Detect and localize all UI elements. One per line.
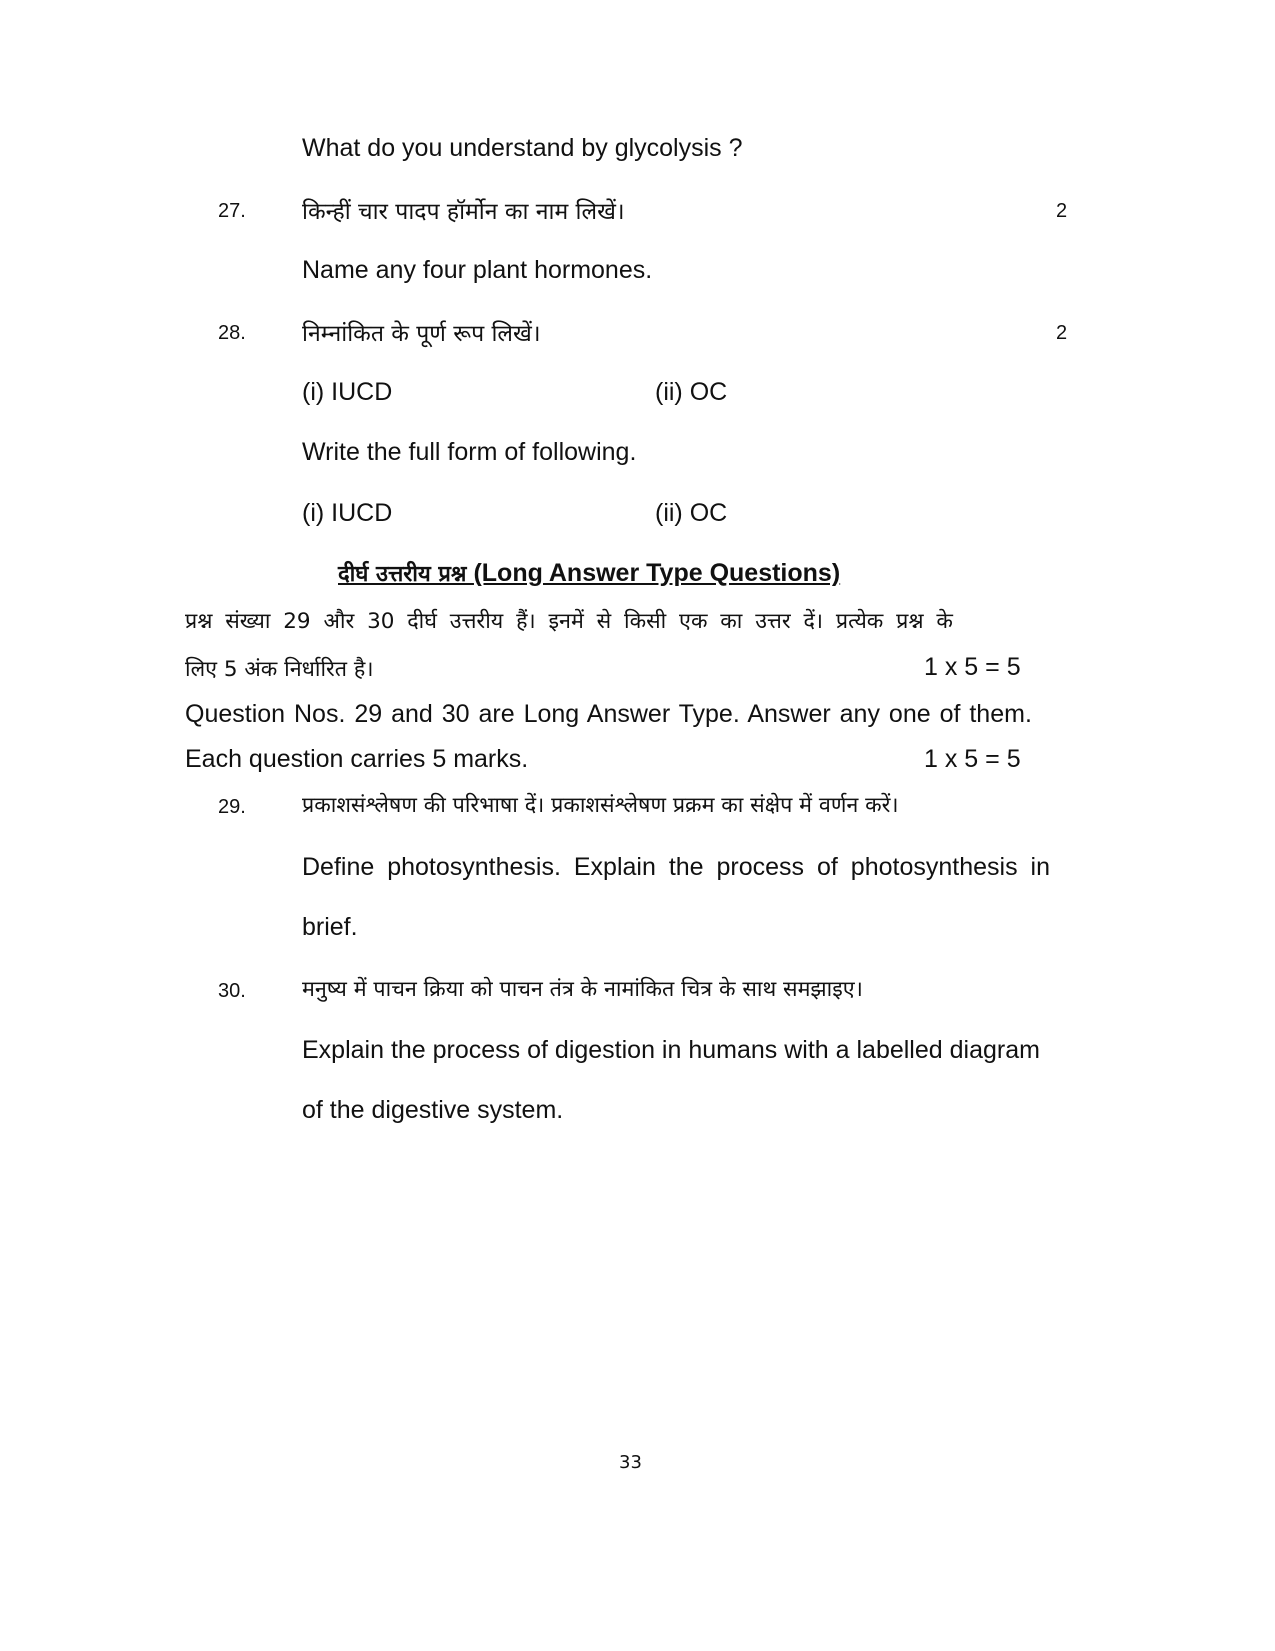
- section-heading-hindi: दीर्घ उत्तरीय प्रश्न: [338, 562, 467, 587]
- q28-english-text: Write the full form of following.: [302, 438, 637, 466]
- q28-option-1: (i) IUCD: [302, 378, 393, 406]
- q30-hindi-text: मनुष्य में पाचन क्रिया को पाचन तंत्र के नामांकित चित्र के साथ समझाइए।: [302, 977, 863, 1002]
- q26-english-text: What do you understand by glycolysis ?: [302, 134, 743, 162]
- q27-english-text: Name any four plant hormones.: [302, 256, 653, 284]
- q28-option-1-english: (i) IUCD: [302, 499, 393, 527]
- q30-english-line-1: Explain the process of digestion in humans with a labelled diagram: [302, 1036, 1040, 1064]
- q29-english-line-2: brief.: [302, 913, 358, 941]
- q29-english-line-1: Define photosynthesis. Explain the process of photosynthesis in: [302, 853, 1050, 881]
- q27-marks: 2: [1056, 200, 1068, 222]
- section-heading: [338, 558, 840, 588]
- section-heading-english: (Long Answer Type Questions): [473, 559, 841, 587]
- q28-marks: 2: [1056, 322, 1068, 344]
- q30-number: 30.: [218, 980, 246, 1002]
- instructions-english-line-1: Question Nos. 29 and 30 are Long Answer Type. Answer any one of them.: [185, 700, 1032, 728]
- instructions-english-line-2: Each question carries 5 marks.: [185, 745, 529, 773]
- instructions-hindi-marks: 1 x 5 = 5: [924, 653, 1021, 681]
- q28-number: 28.: [218, 322, 246, 344]
- q27-number: 27.: [218, 200, 246, 222]
- instructions-hindi-text-1: प्रश्न संख्या 29 और 30 दीर्घ उत्तरीय हैं। इनमें से किसी एक का उत्तर दें। प्रत्येक प्रश्न के: [185, 609, 953, 634]
- instructions-hindi-line-2: लिए 5 अंक निर्धारित है।: [185, 657, 374, 682]
- q28-option-2-english: (ii) OC: [655, 499, 728, 527]
- q28-hindi-text: निम्नांकित के पूर्ण रूप लिखें।: [302, 321, 541, 347]
- instructions-hindi-line-1: [185, 606, 1073, 635]
- q27-hindi-text: किन्हीं चार पादप हॉर्मोन का नाम लिखें।: [302, 199, 625, 225]
- q28-option-2: (ii) OC: [655, 378, 728, 406]
- page-number: 33: [619, 1452, 642, 1473]
- q29-number: 29.: [218, 796, 246, 818]
- instructions-english-marks: 1 x 5 = 5: [924, 745, 1021, 773]
- q30-english-line-2: of the digestive system.: [302, 1096, 564, 1124]
- q29-hindi-text: प्रकाशसंश्लेषण की परिभाषा दें। प्रकाशसंश्लेषण प्रक्रम का संक्षेप में वर्णन करें।: [302, 793, 899, 818]
